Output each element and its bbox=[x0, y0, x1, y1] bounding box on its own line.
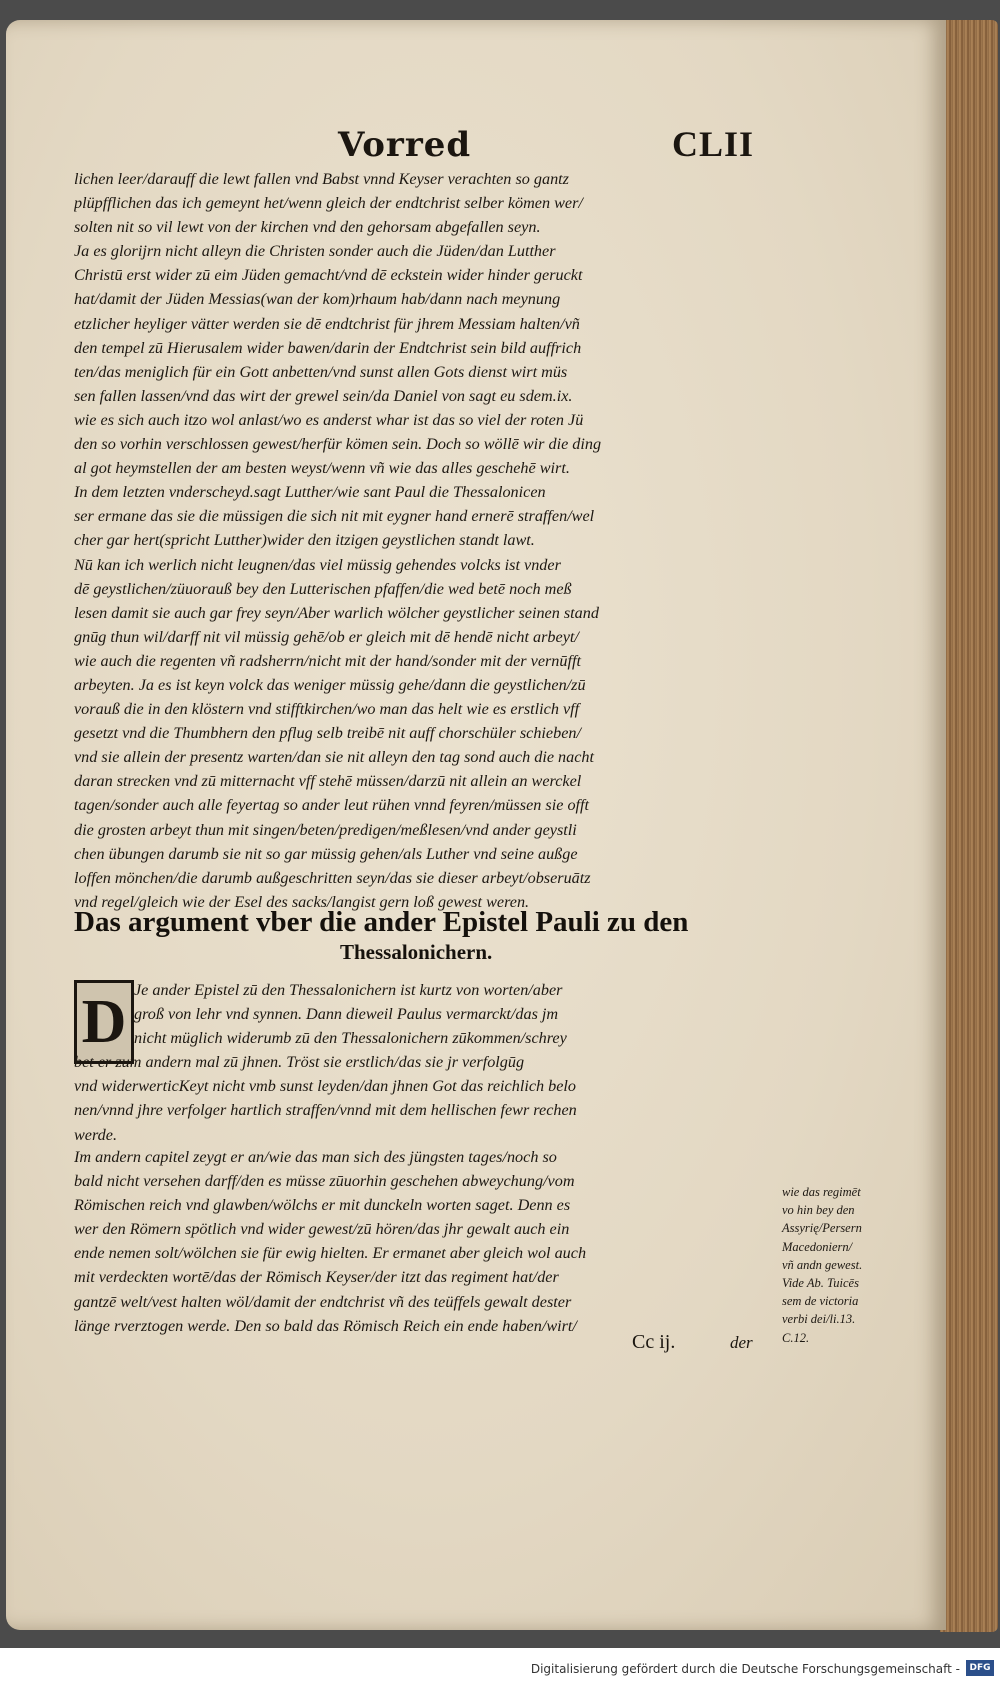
text-line: vñ andn gewest. bbox=[782, 1257, 863, 1272]
text-line: Vide Ab. Tuicēs bbox=[782, 1276, 859, 1291]
text-line: werde. bbox=[74, 1125, 118, 1144]
text-line: ende nemen solt/wölchen sie für ewig hielten. Er ermanet aber gleich wol auch bbox=[74, 1244, 587, 1263]
text-line: die grosten arbeyt thun mit singen/beten/predigen/meßlesen/vnd ander geystli bbox=[74, 820, 577, 839]
text-line: vnd regel/gleich wie der Esel des sacks/langist gern loß gewest weren. bbox=[74, 892, 530, 911]
text-line: länge rverztogen werde. Den so bald das Römisch Reich ein ende haben/wirt/ bbox=[74, 1316, 577, 1335]
running-header-title: Vorred bbox=[338, 125, 472, 165]
text-line: In dem letzten vnderscheyd.sagt Lutther/wie sant Paul die Thessalonicen bbox=[74, 483, 546, 502]
catchword: der bbox=[730, 1333, 753, 1352]
text-line: nicht müglich widerumb zū den Thessalonichern zūkommen/schrey bbox=[134, 1029, 567, 1048]
text-line: Christū erst wider zū eim Jüden gemacht/vnd dē eckstein wider hinder geruckt bbox=[74, 266, 583, 285]
text-line: Je ander Epistel zū den Thessalonichern ist kurtz von worten/aber bbox=[134, 981, 563, 999]
text-line: sem de victoria bbox=[782, 1294, 859, 1309]
text-line: hat/damit der Jüden Messias(wan der kom)rhaum hab/dann nach meynung bbox=[74, 290, 561, 309]
text-line: gesetzt vnd die Thumbhern den pflug selb treibē nit auff chorschüler schieben/ bbox=[74, 724, 581, 743]
text-line: tagen/sonder auch alle feyertag so ander leut rühen vnnd feyren/müssen sie offt bbox=[74, 796, 590, 815]
section-subheading: Thessalonichern. bbox=[340, 940, 493, 964]
body-text-argument bbox=[74, 978, 754, 1147]
text-line: al got heymstellen der am besten weyst/wenn vñ wie das alles geschehē wirt. bbox=[74, 459, 570, 478]
text-line: den tempel zū Hierusalem wider bawen/darin der Endtchrist sein bild auffrich bbox=[74, 338, 582, 357]
text-line: vnd widerwerticKeyt nicht vmb sunst leyden/dan jhnen Got das reichlich belo bbox=[74, 1077, 577, 1096]
text-line: ten/das meniglich für ein Gott anbetten/vnd sunst allen Gots dienst wirt müs bbox=[74, 362, 568, 381]
text-line: verbi dei/li.13. bbox=[782, 1312, 856, 1327]
body-text-chapter-two bbox=[74, 1145, 754, 1338]
text-line: mit verdeckten wortē/das der Römisch Keyser/der itzt das regiment hat/der bbox=[74, 1268, 559, 1287]
text-line: arbeyten. Ja es ist keyn volck das weniger müssig gehe/dann die geystlichen/zū bbox=[74, 675, 586, 694]
text-line: sen fallen lassen/vnd das wirt der grewel sein/da Daniel von sagt eu sdem.ix. bbox=[74, 386, 573, 405]
text-line: solten nit so vil lewt von der kirchen vnd den gehorsam abgefallen seyn. bbox=[74, 218, 541, 237]
text-line: vnd sie allein der presentz warten/dan sie nit alleyn den tag sond auch die nacht bbox=[74, 748, 595, 767]
text-line: nen/vnnd jhre verfolger hartlich straffen/vnnd mit dem hellischen fewr rechen bbox=[74, 1101, 577, 1120]
text-line: vo hin bey den bbox=[782, 1203, 855, 1218]
text-line: bet er zum andern mal zū jhnen. Tröst sie erstlich/das sie jr verfolgūg bbox=[74, 1053, 525, 1072]
text-line: lichen leer/darauff die lewt fallen vnd Babst vnnd Keyser verachten so gantz bbox=[74, 170, 569, 188]
text-line: vorauß die in den klöstern vnd stifftkirchen/wo man das helt wie es erstlich vff bbox=[74, 700, 580, 719]
text-line: cher gar hert(spricht Lutther)wider den itzigen geystlichen standt lawt. bbox=[74, 531, 535, 550]
section-heading: Das argument vber die ander Epistel Pauli zu den bbox=[74, 906, 689, 938]
marginal-note bbox=[782, 1183, 902, 1347]
dfg-logo: DFG bbox=[966, 1660, 994, 1676]
text-line: chen übungen darumb sie nit so gar müssig gehen/als Luther vnd seine außge bbox=[74, 844, 578, 863]
text-line: lesen damit sie auch gar frey seyn/Aber warlich wölcher geystlicher seinen stand bbox=[74, 603, 599, 622]
text-line: etzlicher heyliger vätter werden sie dē endtchrist für jhrem Messiam halten/vñ bbox=[74, 314, 580, 333]
text-line: Römischen reich vnd glawben/wölchs er mit dunckeln worten saget. Denn es bbox=[74, 1196, 571, 1215]
text-line: Ja es glorijrn nicht alleyn die Christen sonder auch die Jüden/dan Lutther bbox=[74, 242, 556, 261]
text-line: Nū kan ich werlich nicht leugnen/das viel müssig gehendes volcks ist vnder bbox=[74, 555, 561, 574]
text-line: wer den Römern spötlich vnd wider gewest/zū hören/das jhr gewalt auch ein bbox=[74, 1220, 570, 1239]
folio-number: CLII bbox=[672, 124, 755, 164]
text-line: den so vorhin verschlossen gewest/herfür kömen sein. Doch so wöllē wir die ding bbox=[74, 435, 602, 454]
text-line: Im andern capitel zeygt er an/wie das man sich des jüngsten tages/noch so bbox=[74, 1148, 557, 1166]
text-line: ser ermane das sie die müssigen die sich nit mit eygner hand ernerē straffen/wel bbox=[74, 507, 595, 526]
text-line: groß von lehr vnd synnen. Dann dieweil Paulus vermarckt/das jm bbox=[134, 1005, 559, 1024]
text-line: gantzē welt/vest halten wöl/damit der endtchrist vñ des teüffels gewalt dester bbox=[74, 1292, 572, 1311]
text-line: bald nicht versehen darff/den es müsse zūuorhin geschehen abweychung/vom bbox=[74, 1172, 575, 1191]
text-line: daran strecken vnd zū mitternacht vff stehē müssen/darzū nit allein an werckel bbox=[74, 772, 582, 791]
signature-mark: Cc ij. bbox=[632, 1331, 676, 1353]
text-line: wie es sich auch itzo wol anlast/wo es anderst whar ist das so viel der roten Jü bbox=[74, 410, 584, 429]
text-line: loffen mönchen/die darumb außgeschritten seyn/das sie dieser arbeyt/obseruātz bbox=[74, 868, 591, 887]
text-line: Assyrię/Persern bbox=[782, 1221, 862, 1236]
text-line: dē geystlichen/züuorauß bey den Lutterischen pfaffen/die wed betē noch meß bbox=[74, 579, 572, 598]
footer-credit: Digitalisierung gefördert durch die Deutsche Forschungsgemeinschaft - bbox=[530, 1662, 960, 1676]
text-line: gnūg thun wil/darff nit vil müssig gehē/ob er gleich mit dē hendē nicht arbeyt/ bbox=[74, 627, 579, 646]
text-line: wie auch die regenten vñ radsherrn/nicht mit der hand/sonder mit der vernūfft bbox=[74, 651, 581, 670]
book-page-edges bbox=[940, 20, 998, 1632]
text-line: C.12. bbox=[782, 1330, 810, 1345]
text-line: plüpfflichen das ich gemeynt het/wenn gleich der endtchrist selber kömen wer/ bbox=[74, 194, 583, 213]
decorated-initial: D bbox=[74, 980, 134, 1064]
body-text-preface bbox=[74, 167, 754, 914]
text-line: wie das regimēt bbox=[782, 1185, 861, 1199]
text-line: Macedoniern/ bbox=[782, 1239, 853, 1254]
